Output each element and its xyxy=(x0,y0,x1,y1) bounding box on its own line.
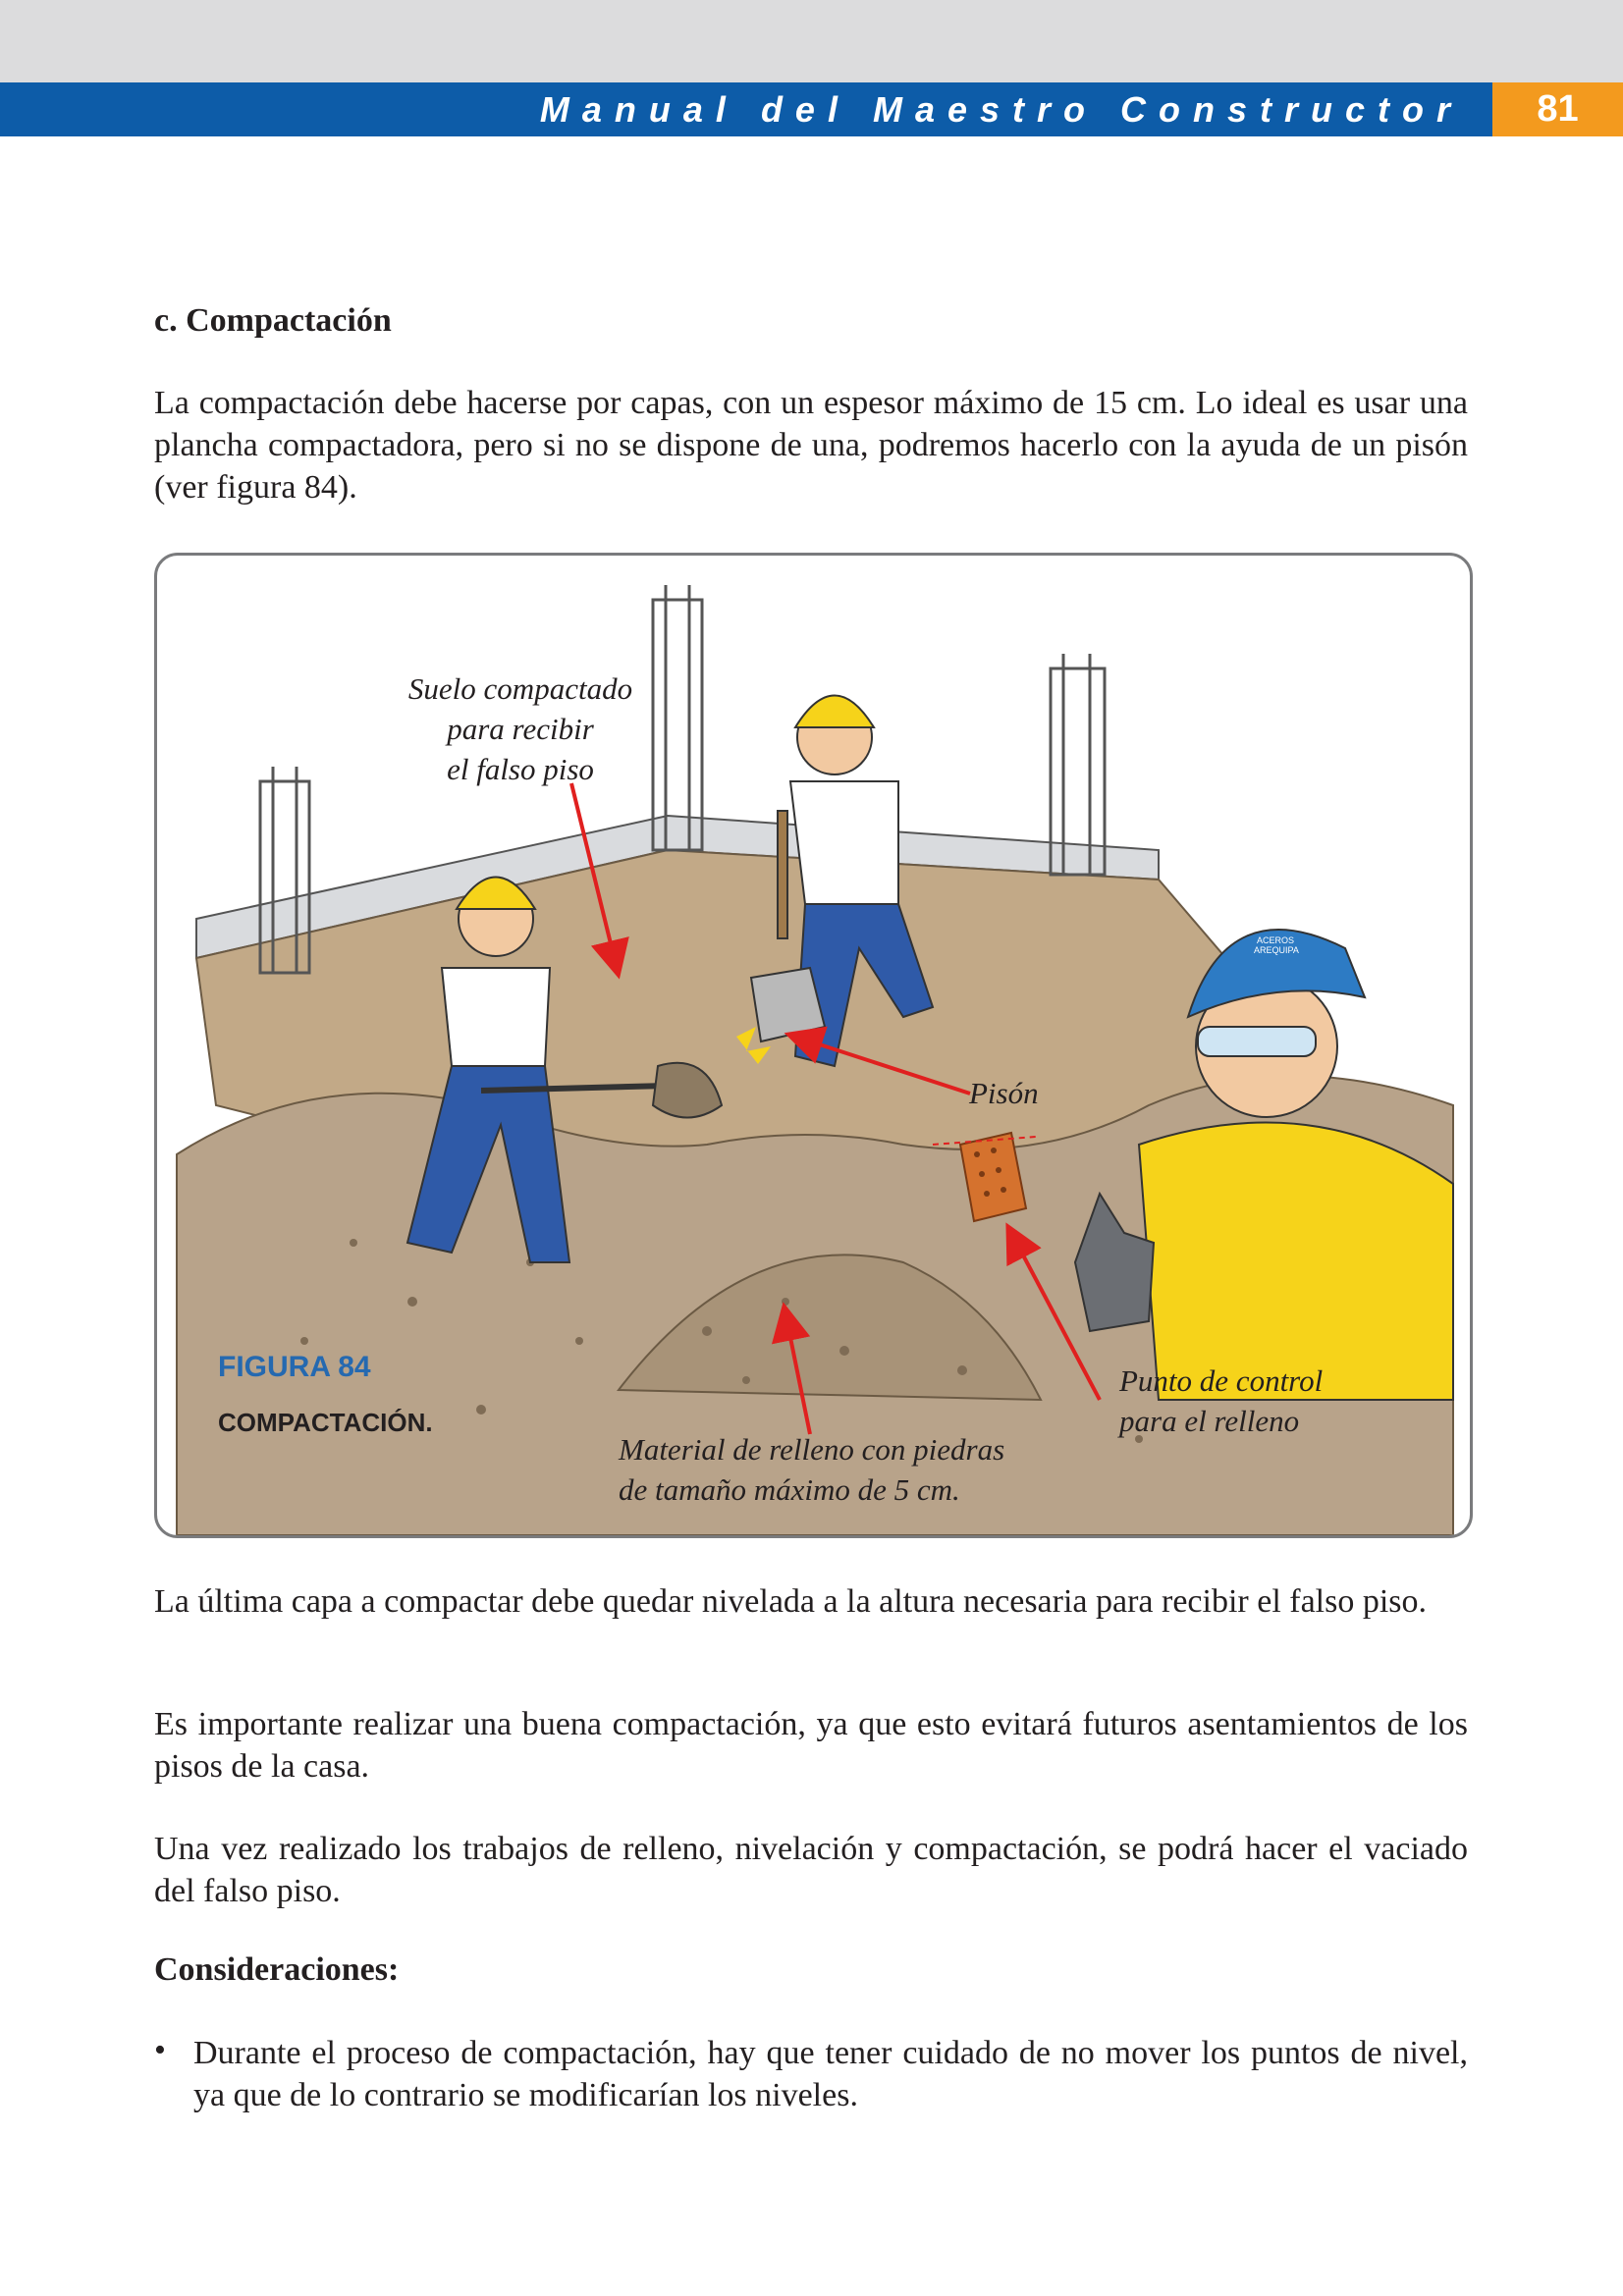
header-band xyxy=(0,0,1623,82)
figure-caption: COMPACTACIÓN. xyxy=(218,1408,433,1437)
page-number: 81 xyxy=(1492,82,1623,136)
considerations-heading: Consideraciones: xyxy=(154,1951,400,1988)
callout-material xyxy=(619,1429,1004,1510)
bullet-marker: • xyxy=(154,2032,166,2068)
safety-goggles xyxy=(1198,1027,1316,1056)
callout-punto xyxy=(1119,1361,1323,1441)
callout-suelo-line-1: Suelo compactado xyxy=(407,671,633,706)
paragraph-2: Es importante realizar una buena compactación, ya que esto evitará futuros asentamientos de los pisos de la casa. xyxy=(154,1706,1468,1785)
callout-material-line-2: de tamaño máximo de 5 cm. xyxy=(619,1472,960,1507)
figure-84 xyxy=(154,553,1473,1538)
considerations-item-1: Durante el proceso de compactación, hay que tener cuidado de no mover los puntos de nivel, ya que de lo contrario se modificarían los niveles. xyxy=(193,2035,1468,2113)
paragraph-1: La última capa a compactar debe quedar nivelada a la altura necesaria para recibir el falso piso. xyxy=(154,1583,1428,1620)
helmet-brand-line-2: AREQUIPA xyxy=(1254,945,1299,955)
intro-paragraph: La compactación debe hacerse por capas, con un espesor máximo de 15 cm. Lo ideal es usar una plancha compactadora, pero si no se dispone de una, podremos hacerlo con la ayuda de un pisón (ver figura 84). xyxy=(154,385,1468,506)
callout-pison: Pisón xyxy=(969,1076,1039,1110)
figure-label: FIGURA 84 xyxy=(218,1351,371,1383)
callout-punto-line-2: para el relleno xyxy=(1119,1404,1300,1438)
callout-punto-line-1: Punto de control xyxy=(1119,1363,1324,1398)
callout-suelo xyxy=(393,668,648,789)
header-title-bar xyxy=(0,82,1492,136)
paragraph-3: Una vez realizado los trabajos de relleno, nivelación y compactación, se podrá hacer el vaciado del falso piso. xyxy=(154,1831,1468,1909)
callout-material-line-1: Material de relleno con piedras xyxy=(619,1432,1005,1467)
callout-suelo-line-3: el falso piso xyxy=(447,752,594,786)
callout-suelo-line-2: para recibir xyxy=(447,712,594,746)
book-title: Manual del Maestro Constructor xyxy=(539,89,1463,130)
helmet-brand-line-1: ACEROS xyxy=(1257,935,1295,945)
section-heading: c. Compactación xyxy=(154,302,392,339)
